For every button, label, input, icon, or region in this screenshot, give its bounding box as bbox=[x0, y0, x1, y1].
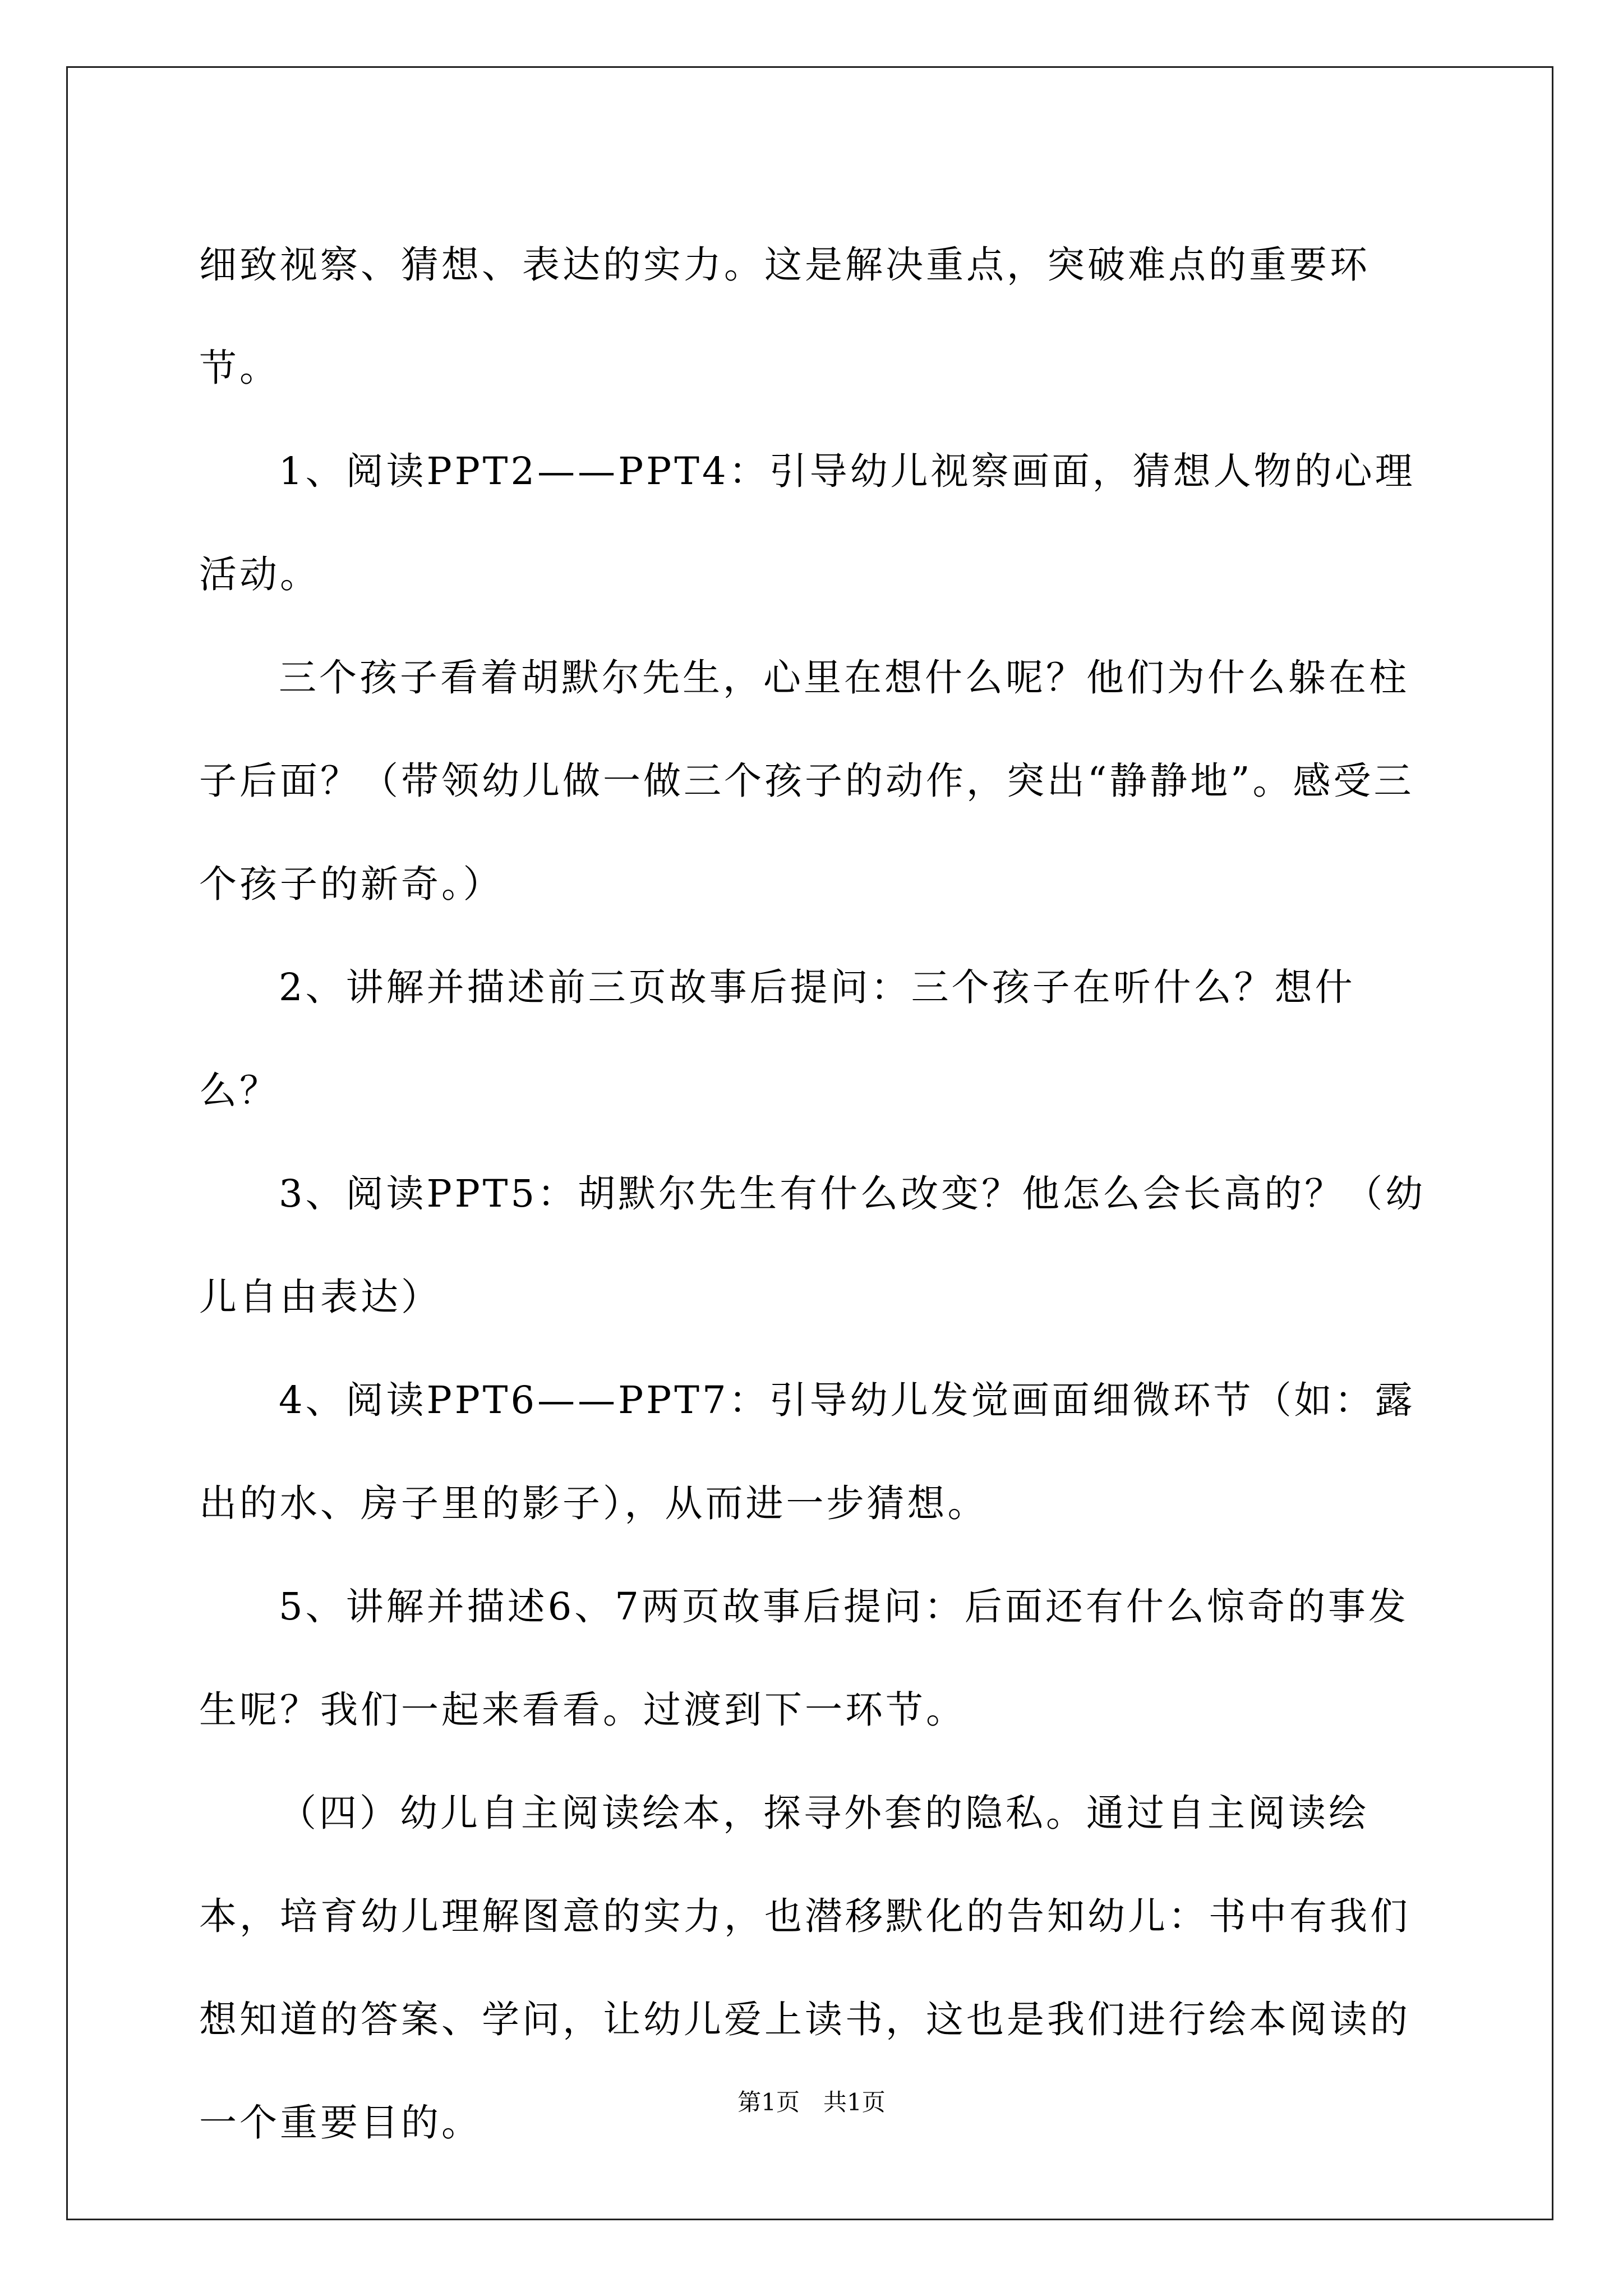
paragraph-7: 5、讲解并描述6、7两页故事后提问：后面还有什么惊奇的事发生呢？我们一起来看看。过渡到下一环节。 bbox=[199, 1585, 1409, 1732]
paragraph-8: （四）幼儿自主阅读绘本，探寻外套的隐私。通过自主阅读绘本，培育幼儿理解图意的实力，也潜移默化的告知幼儿：书中有我们想知道的答案、学问，让幼儿爱上读书，这也是我们进行绘本阅读的一个重要目的。 bbox=[199, 1791, 1410, 2145]
page-footer: 第1页 共1页 bbox=[737, 2088, 886, 2116]
paragraph-2: 1、阅读PPT2——PPT4：引导幼儿视察画面，猜想人物的心理活动。 bbox=[199, 449, 1415, 596]
paragraph-3: 三个孩子看着胡默尔先生，心里在想什么呢？他们为什么躲在柱子后面？（带领幼儿做一做三个孩子的动作，突出“静静地”。感受三个孩子的新奇。） bbox=[199, 656, 1414, 906]
document-body bbox=[199, 213, 1433, 2174]
paragraph-4: 2、讲解并描述前三页故事后提问：三个孩子在听什么？想什么？ bbox=[199, 965, 1355, 1112]
paragraph-5: 3、阅读PPT5：胡默尔先生有什么改变？他怎么会长高的？（幼儿自由表达） bbox=[199, 1172, 1426, 1319]
paragraph-1: 细致视察、猜想、表达的实力。这是解决重点，突破难点的重要环节。 bbox=[199, 243, 1370, 390]
paragraph-6: 4、阅读PPT6——PPT7：引导幼儿发觉画面细微环节（如：露出的水、房子里的影子），从而进一步猜想。 bbox=[199, 1378, 1415, 1525]
